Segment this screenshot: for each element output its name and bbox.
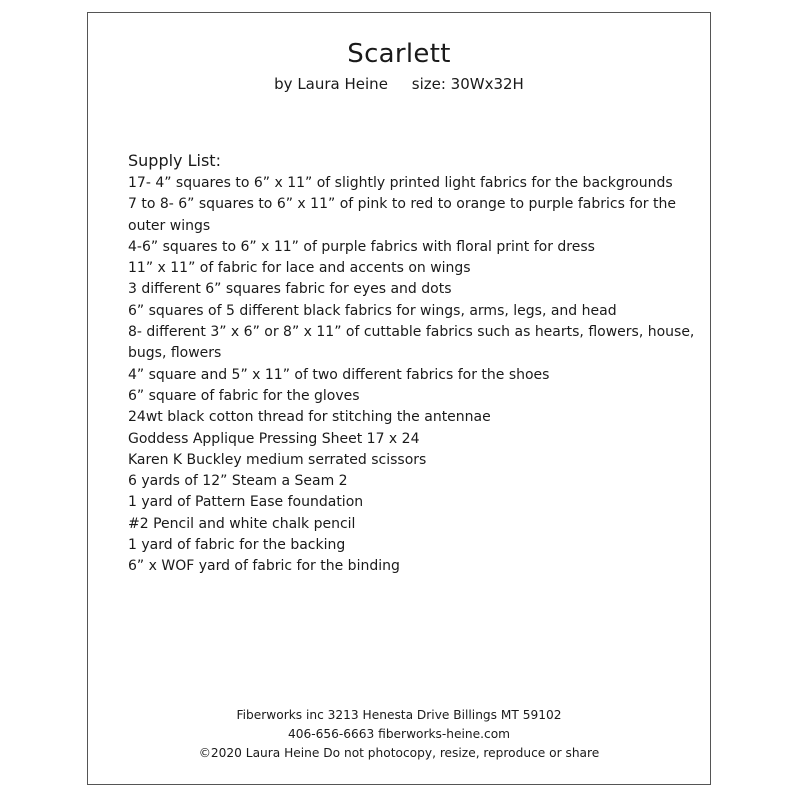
supply-line: 6” squares of 5 different black fabrics for wings, arms, legs, and head bbox=[128, 302, 617, 319]
supply-list bbox=[128, 173, 698, 578]
footer bbox=[88, 706, 710, 763]
supply-line: 6 yards of 12” Steam a Seam 2 bbox=[128, 473, 348, 490]
byline: by Laura Heine size: 30Wx32H bbox=[274, 75, 524, 93]
supply-line: 24wt black cotton thread for stitching the antennae bbox=[128, 409, 491, 426]
supply-line: 1 yard of Pattern Ease foundation bbox=[128, 494, 364, 511]
document-title: Scarlett bbox=[347, 39, 451, 69]
supply-line: 4-6” squares to 6” x 11” of purple fabrics with floral print for dress bbox=[128, 238, 595, 255]
supply-line: 3 different 6” squares fabric for eyes and dots bbox=[128, 281, 452, 298]
supply-line: 7 to 8- 6” squares to 6” x 11” of pink to red to orange to purple fabrics for the bbox=[128, 196, 676, 213]
supply-line: 1 yard of fabric for the backing bbox=[128, 537, 346, 554]
supply-line: 8- different 3” x 6” or 8” x 11” of cuttable fabrics such as hearts, flowers, house, bbox=[128, 324, 695, 341]
supply-line: 6” square of fabric for the gloves bbox=[128, 387, 360, 404]
footer-address: Fiberworks inc 3213 Henesta Drive Billings MT 59102 bbox=[236, 708, 562, 722]
supply-line: Goddess Applique Pressing Sheet 17 x 24 bbox=[128, 430, 420, 447]
supply-line: outer wings bbox=[128, 217, 211, 234]
supply-line: #2 Pencil and white chalk pencil bbox=[128, 515, 356, 532]
supply-line: 17- 4” squares to 6” x 11” of slightly printed light fabrics for the backgrounds bbox=[128, 175, 673, 191]
supply-line: 6” x WOF yard of fabric for the binding bbox=[128, 558, 400, 575]
footer-copyright: ©2020 Laura Heine Do not photocopy, resize, reproduce or share bbox=[198, 746, 600, 760]
supply-line: Karen K Buckley medium serrated scissors bbox=[128, 451, 427, 468]
supply-line: 4” square and 5” x 11” of two different fabrics for the shoes bbox=[128, 366, 550, 383]
supply-line: 11” x 11” of fabric for lace and accents on wings bbox=[128, 260, 471, 277]
supply-list-heading: Supply List: bbox=[128, 151, 221, 170]
document-page bbox=[87, 12, 711, 785]
footer-contact: 406-656-6663 fiberworks-heine.com bbox=[287, 727, 511, 741]
supply-line: bugs, flowers bbox=[128, 345, 222, 362]
